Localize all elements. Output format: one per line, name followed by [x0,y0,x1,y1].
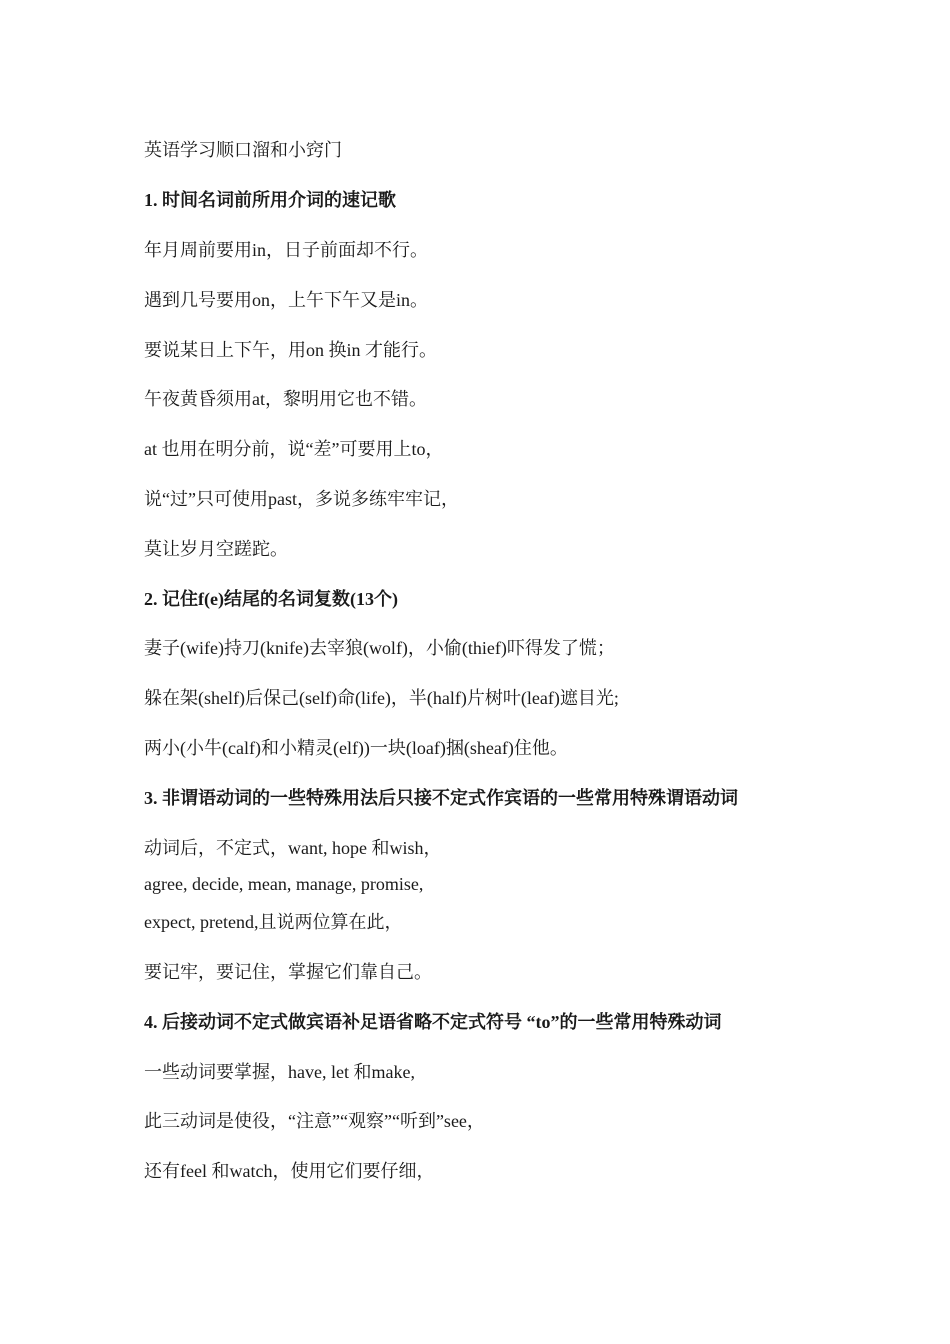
section-1-line: 莫让岁月空蹉跎。 [144,539,288,559]
section-2-line: 躲在架(shelf)后保己(self)命(life)，半(half)片树叶(leaf)遮目光; [144,688,619,708]
section-1-heading: 1. 时间名词前所用介词的速记歌 [144,190,396,210]
section-1-line: at 也用在明分前，说“差”可要用上to， [144,439,444,459]
section-1-line: 年月周前要用in，日子前面却不行。 [144,240,428,260]
section-3-line: 要记牢，要记住，掌握它们靠自己。 [144,962,432,982]
section-4-line: 此三动词是使役，“注意”“观察”“听到”see， [144,1111,485,1131]
section-1-line: 遇到几号要用on，上午下午又是in。 [144,290,428,310]
section-3-line: expect, pretend,且说两位算在此， [144,912,403,932]
section-3-line: agree, decide, mean, manage, promise, [144,874,424,894]
section-1-line: 说“过”只可使用past，多说多练牢牢记， [144,489,459,509]
section-2-line: 妻子(wife)持刀(knife)去宰狼(wolf)，小偷(thief)吓得发了慌； [144,638,615,658]
section-4-line: 一些动词要掌握，have, let 和make, [144,1062,415,1082]
section-2-line: 两小(小牛(calf)和小精灵(elf))一块(loaf)捆(sheaf)住他。 [144,738,568,758]
section-3-heading: 3. 非谓语动词的一些特殊用法后只接不定式作宾语的一些常用特殊谓语动词 [144,788,738,808]
section-4-heading: 4. 后接动词不定式做宾语补足语省略不定式符号 “to”的一些常用特殊动词 [144,1012,722,1032]
section-2-heading: 2. 记住f(e)结尾的名词复数(13个) [144,589,398,609]
section-1-line: 要说某日上下午，用on 换in 才能行。 [144,340,437,360]
section-1-line: 午夜黄昏须用at，黎明用它也不错。 [144,389,427,409]
section-4-line: 还有feel 和watch，使用它们要仔细， [144,1161,435,1181]
document-title: 英语学习顺口溜和小窍门 [144,140,342,160]
section-3-line: 动词后，不定式，want, hope 和wish， [144,838,442,858]
